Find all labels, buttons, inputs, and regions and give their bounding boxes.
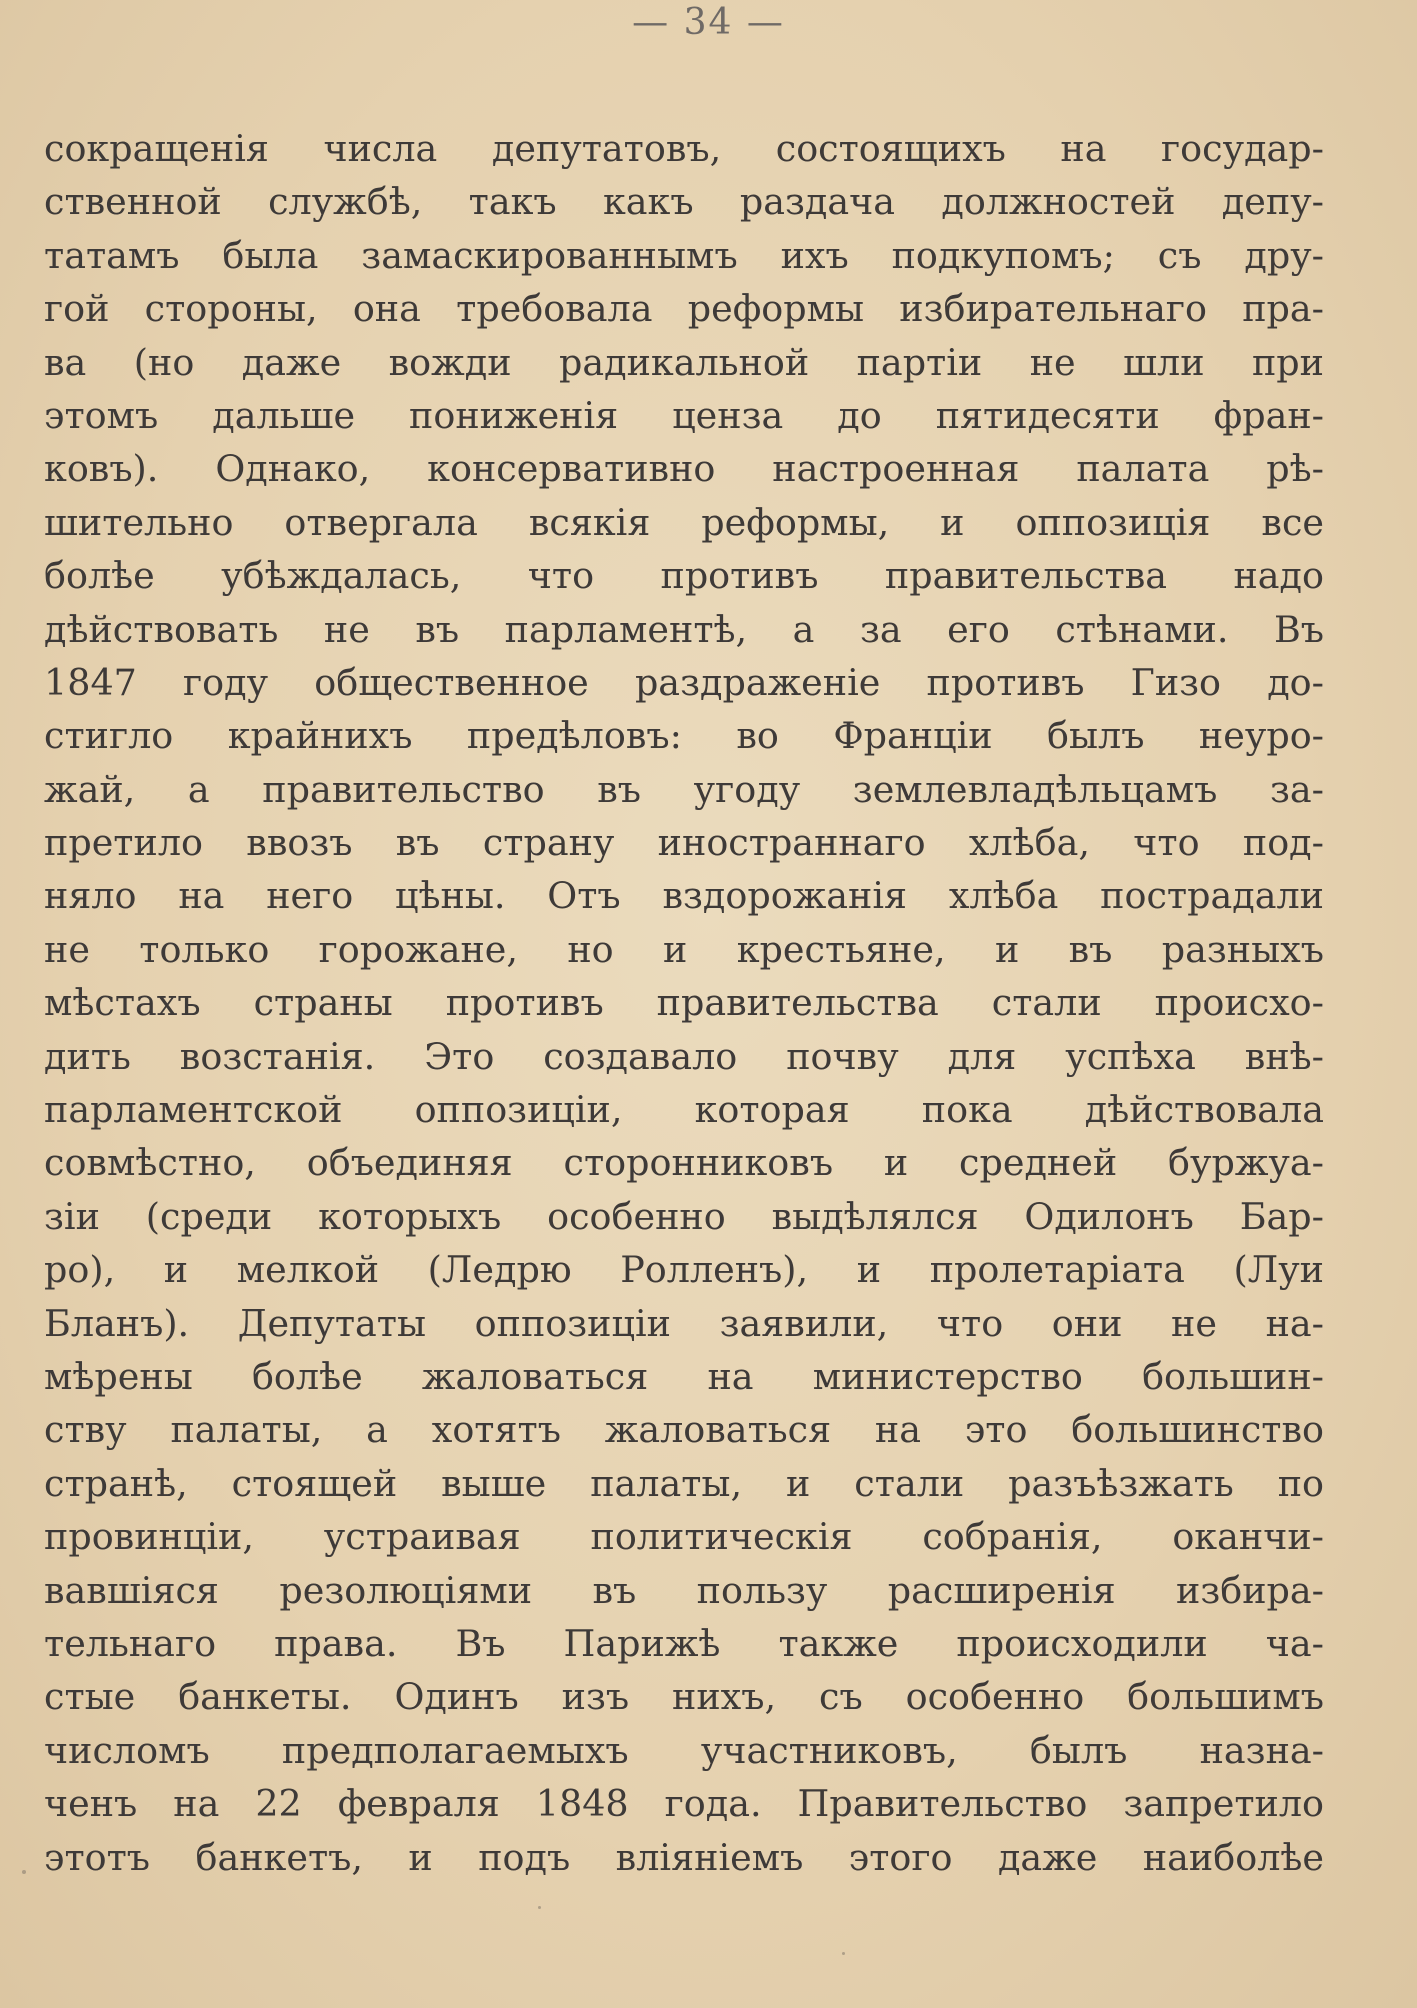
text-line: 1847 году общественное раздраженіе противъ Гизо до-: [44, 660, 1324, 704]
text-line: этотъ банкетъ, и подъ вліяніемъ этого даже наиболѣе: [44, 1835, 1324, 1879]
text-line: зіи (среди которыхъ особенно выдѣлялся Одилонъ Бар-: [44, 1194, 1324, 1238]
paper-speck: [22, 1870, 26, 1874]
text-line: дѣйствовать не въ парламентѣ, а за его стѣнами. Въ: [44, 607, 1324, 651]
text-line: вавшіяся резолюціями въ пользу расширенія избира-: [44, 1568, 1324, 1612]
text-line: ству палаты, а хотятъ жаловаться на это большинство: [44, 1408, 1324, 1452]
text-line: совмѣстно, объединяя сторонниковъ и средней буржуа-: [44, 1141, 1324, 1185]
text-line: провинціи, устраивая политическія собранія, оканчи-: [44, 1515, 1324, 1559]
paper-speck: [842, 1952, 845, 1955]
text-line: шительно отвергала всякія реформы, и оппозиція все: [44, 500, 1324, 544]
text-line: мѣрены болѣе жаловаться на министерство большин-: [44, 1354, 1324, 1398]
text-line: парламентской оппозиціи, которая пока дѣйствовала: [44, 1088, 1324, 1132]
text-line: татамъ была замаскированнымъ ихъ подкупомъ; съ дру-: [44, 233, 1324, 277]
text-line: ва (но даже вожди радикальной партіи не шли при: [44, 340, 1324, 384]
text-line: этомъ дальше пониженія ценза до пятидесяти фран-: [44, 393, 1324, 437]
body-text: [44, 122, 1324, 1884]
text-line: мѣстахъ страны противъ правительства стали происхо-: [44, 981, 1324, 1025]
text-line: гой стороны, она требовала реформы избирательнаго пра-: [44, 287, 1324, 331]
text-line: ченъ на 22 февраля 1848 года. Правительство запретило: [44, 1782, 1324, 1826]
text-line: дить возстанія. Это создавало почву для успѣха внѣ-: [44, 1034, 1324, 1078]
text-line: претило ввозъ въ страну иностраннаго хлѣба, что под-: [44, 821, 1324, 865]
paper-speck: [538, 1906, 541, 1909]
text-line: ро), и мелкой (Ледрю Ролленъ), и пролетаріата (Луи: [44, 1248, 1324, 1292]
text-line: ственной службѣ, такъ какъ раздача должностей депу-: [44, 180, 1324, 224]
text-line: сокращенія числа депутатовъ, состоящихъ на государ-: [44, 127, 1324, 170]
text-line: тельнаго права. Въ Парижѣ также происходили ча-: [44, 1621, 1324, 1665]
text-line: жай, а правительство въ угоду землевладѣльцамъ за-: [44, 767, 1324, 811]
text-line: няло на него цѣны. Отъ вздорожанія хлѣба пострадали: [44, 874, 1324, 918]
text-line: Бланъ). Депутаты оппозиціи заявили, что они не на-: [44, 1301, 1324, 1345]
text-line: стые банкеты. Одинъ изъ нихъ, съ особенно большимъ: [44, 1675, 1324, 1719]
text-line: странѣ, стоящей выше палаты, и стали разъѣзжать по: [44, 1461, 1324, 1505]
page-number: — 34 —: [632, 2, 785, 43]
text-line: не только горожане, но и крестьяне, и въ разныхъ: [44, 927, 1324, 971]
text-line: болѣе убѣждалась, что противъ правительства надо: [44, 554, 1324, 598]
text-line: стигло крайнихъ предѣловъ: во Франціи былъ неуро-: [44, 714, 1324, 758]
text-line: ковъ). Однако, консервативно настроенная палата рѣ-: [44, 447, 1324, 491]
text-line: числомъ предполагаемыхъ участниковъ, былъ назна-: [44, 1728, 1324, 1772]
